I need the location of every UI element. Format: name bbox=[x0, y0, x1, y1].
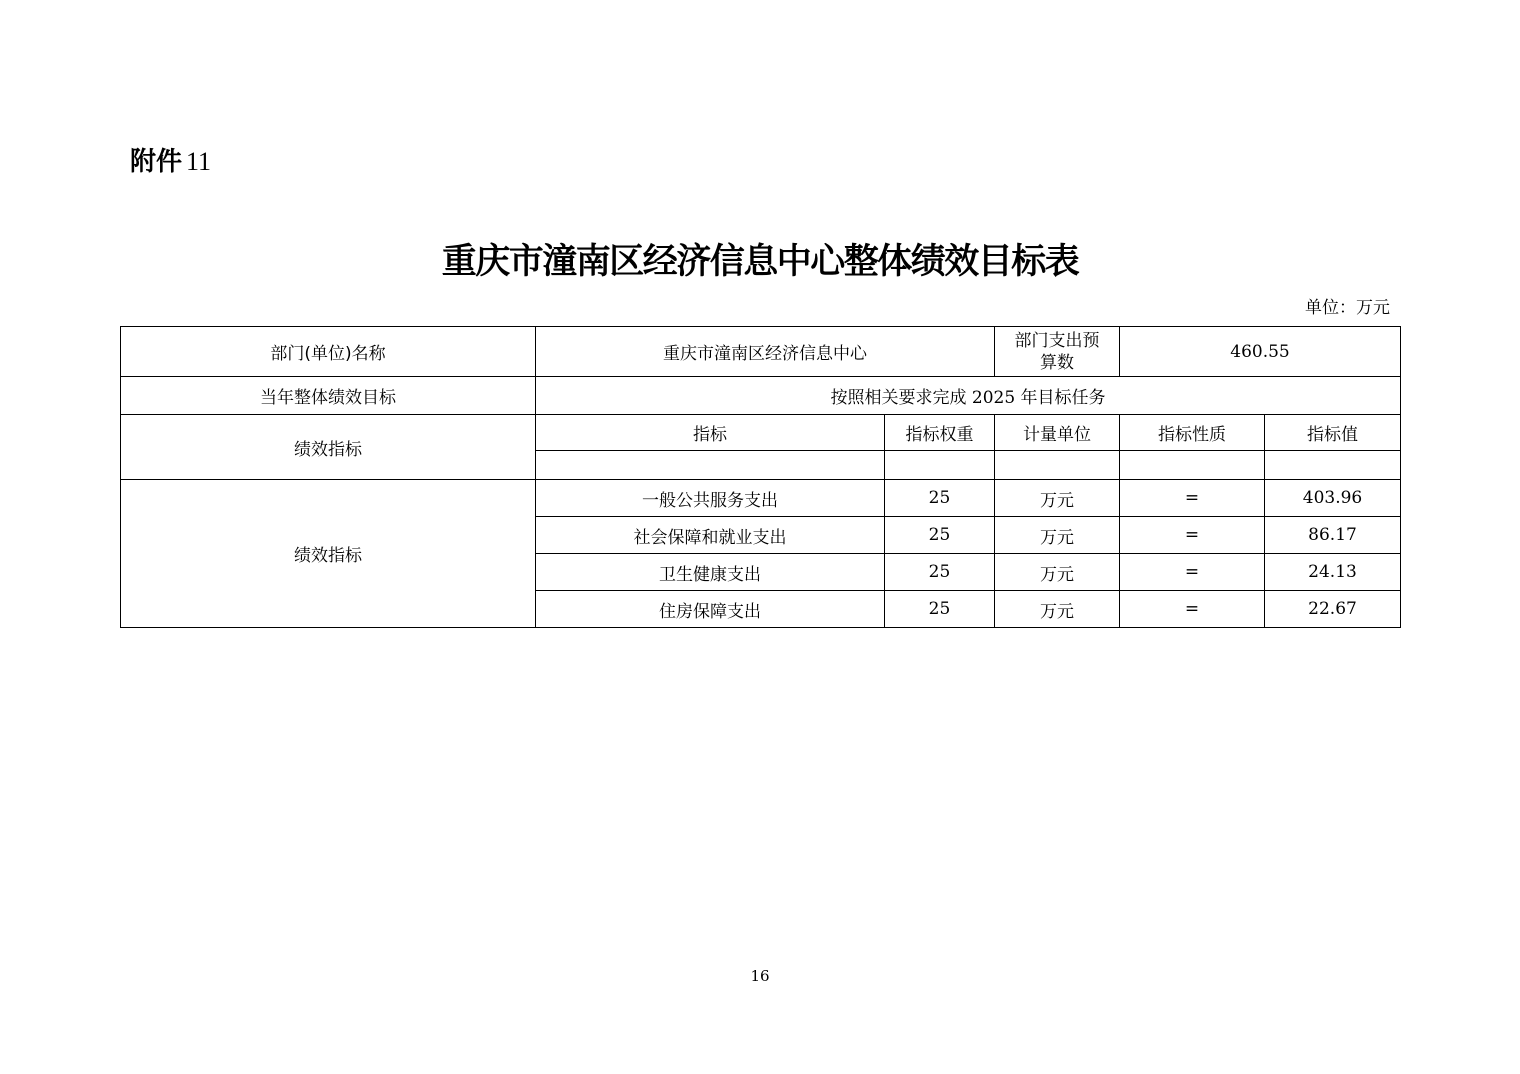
col-header-indicator: 指标 bbox=[536, 415, 885, 451]
budget-value: 460.55 bbox=[1120, 327, 1401, 377]
indicator-group-label: 绩效指标 bbox=[121, 480, 536, 628]
indicator-name: 住房保障支出 bbox=[536, 591, 885, 628]
table-row bbox=[121, 480, 1401, 517]
budget-label-line2: 算数 bbox=[1040, 352, 1074, 373]
col-header-value: 指标值 bbox=[1265, 415, 1401, 451]
page-title: 重庆市潼南区经济信息中心整体绩效目标表 bbox=[441, 242, 1079, 282]
indicator-unit: 万元 bbox=[995, 591, 1120, 628]
dept-row bbox=[121, 327, 1401, 377]
col-header-nature: 指标性质 bbox=[1120, 415, 1265, 451]
indicator-unit: 万元 bbox=[995, 480, 1120, 517]
empty-cell bbox=[1265, 451, 1401, 480]
indicator-name: 卫生健康支出 bbox=[536, 554, 885, 591]
indicator-unit: 万元 bbox=[995, 554, 1120, 591]
goal-value: 按照相关要求完成 2025 年目标任务 bbox=[536, 377, 1401, 415]
indicator-value: 24.13 bbox=[1265, 554, 1401, 591]
indicator-value: 403.96 bbox=[1265, 480, 1401, 517]
indicator-weight: 25 bbox=[885, 517, 995, 554]
col-header-weight: 指标权重 bbox=[885, 415, 995, 451]
indicator-nature: = bbox=[1120, 480, 1265, 517]
indicator-nature: = bbox=[1120, 517, 1265, 554]
goal-label: 当年整体绩效目标 bbox=[121, 377, 536, 415]
indicator-weight: 25 bbox=[885, 554, 995, 591]
indicator-weight: 25 bbox=[885, 480, 995, 517]
indicator-nature: = bbox=[1120, 591, 1265, 628]
empty-cell bbox=[885, 451, 995, 480]
performance-table bbox=[120, 326, 1401, 628]
indicator-weight: 25 bbox=[885, 591, 995, 628]
budget-label-line1: 部门支出预 bbox=[1014, 330, 1100, 351]
attachment-text: 附件 bbox=[130, 147, 183, 177]
goal-row bbox=[121, 377, 1401, 415]
indicator-header-label: 绩效指标 bbox=[121, 415, 536, 480]
indicator-value: 86.17 bbox=[1265, 517, 1401, 554]
budget-label bbox=[995, 327, 1120, 377]
indicator-header-row bbox=[121, 415, 1401, 451]
unit-note: 单位：万元 bbox=[1305, 298, 1390, 318]
indicator-nature: = bbox=[1120, 554, 1265, 591]
attachment-label bbox=[130, 144, 211, 180]
dept-value: 重庆市潼南区经济信息中心 bbox=[536, 327, 995, 377]
dept-label: 部门(单位)名称 bbox=[121, 327, 536, 377]
empty-cell bbox=[536, 451, 885, 480]
indicator-name: 社会保障和就业支出 bbox=[536, 517, 885, 554]
indicator-value: 22.67 bbox=[1265, 591, 1401, 628]
indicator-name: 一般公共服务支出 bbox=[536, 480, 885, 517]
indicator-unit: 万元 bbox=[995, 517, 1120, 554]
empty-cell bbox=[995, 451, 1120, 480]
attachment-number: 11 bbox=[186, 147, 212, 176]
empty-cell bbox=[1120, 451, 1265, 480]
col-header-unit: 计量单位 bbox=[995, 415, 1120, 451]
page-number: 16 bbox=[750, 967, 770, 985]
